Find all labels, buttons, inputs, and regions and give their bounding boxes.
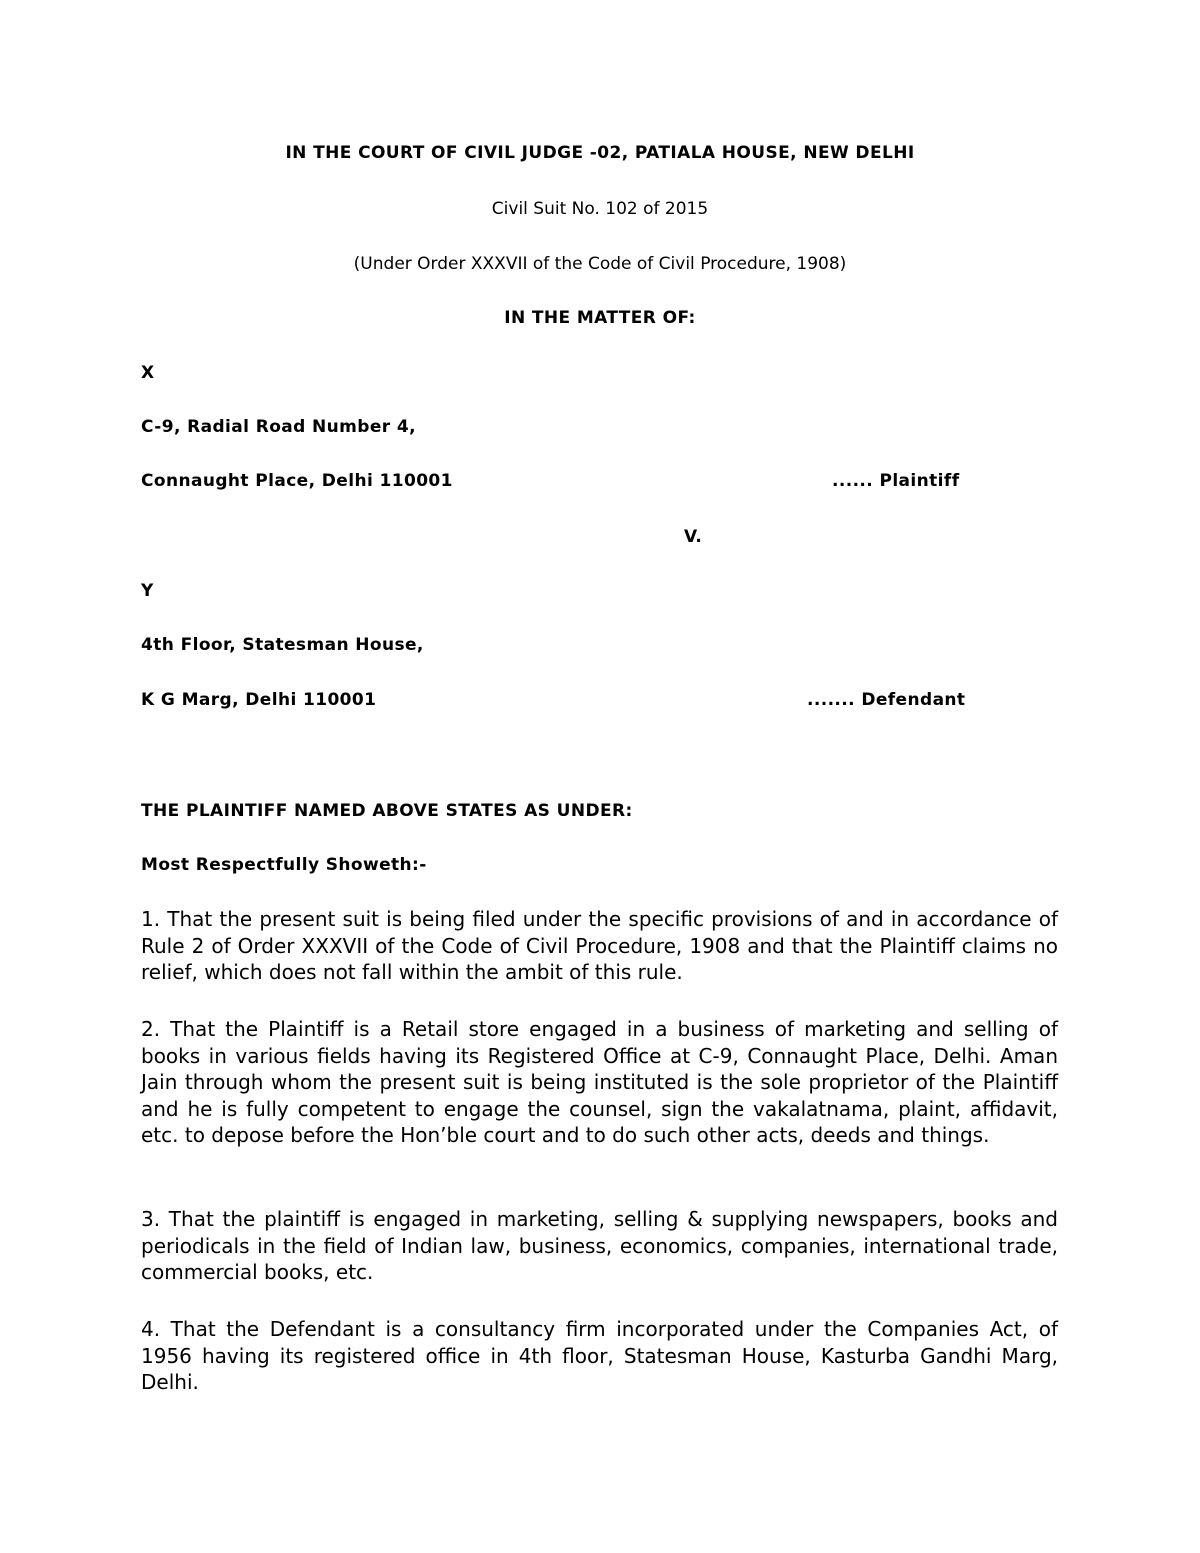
statement-heading: THE PLAINTIFF NAMED ABOVE STATES AS UNDER:	[141, 801, 633, 821]
court-title: IN THE COURT OF CIVIL JUDGE -02, PATIALA HOUSE, NEW DELHI	[285, 143, 915, 163]
plaintiff-address-line1: C-9, Radial Road Number 4,	[141, 417, 416, 437]
paragraph-3: 3. That the plaintiff is engaged in marketing, selling & supplying newspapers, books and periodicals in the field of Indian law, business, economics, companies, international trade, commercial books, etc.	[141, 1207, 1058, 1284]
under-order: (Under Order XXXVII of the Code of Civil Procedure, 1908)	[353, 254, 847, 274]
showeth-line: Most Respectfully Showeth:-	[141, 855, 427, 875]
plaintiff-address-line2: Connaught Place, Delhi 110001	[141, 471, 453, 491]
defendant-role: ....... Defendant	[807, 690, 966, 710]
paragraph-1: 1. That the present suit is being filed under the specific provisions of and in accordance of Rule 2 of Order XXXVII of the Code of Civil Procedure, 1908 and that the Plaintiff claims no relief, which does not fall within the ambit of this rule.	[141, 907, 1058, 984]
versus: V.	[684, 527, 703, 547]
paragraph-4: 4. That the Defendant is a consultancy firm incorporated under the Companies Act, of 1956 having its registered office in 4th floor, Statesman House, Kasturba Gandhi Marg, Delhi.	[141, 1317, 1058, 1394]
defendant-name: Y	[141, 581, 154, 601]
matter-heading: IN THE MATTER OF:	[504, 308, 696, 328]
suit-number: Civil Suit No. 102 of 2015	[491, 199, 709, 219]
plaintiff-name: X	[141, 363, 155, 383]
defendant-address-line1: 4th Floor, Statesman House,	[141, 635, 424, 655]
paragraph-2: 2. That the Plaintiff is a Retail store engaged in a business of marketing and selling of books in various fields having its Registered Office at C-9, Connaught Place, Delhi. Aman Jain through whom the present suit is being instituted is the sole proprietor of the Plaintiff and he is fully competent to engage the counsel, sign the vakalatnama, plaint, affidavit, etc. to depose before the Hon’ble court and to do such other acts, deeds and things.	[141, 1017, 1058, 1147]
defendant-address-line2: K G Marg, Delhi 110001	[141, 690, 377, 710]
plaintiff-role: ...... Plaintiff	[832, 471, 960, 491]
